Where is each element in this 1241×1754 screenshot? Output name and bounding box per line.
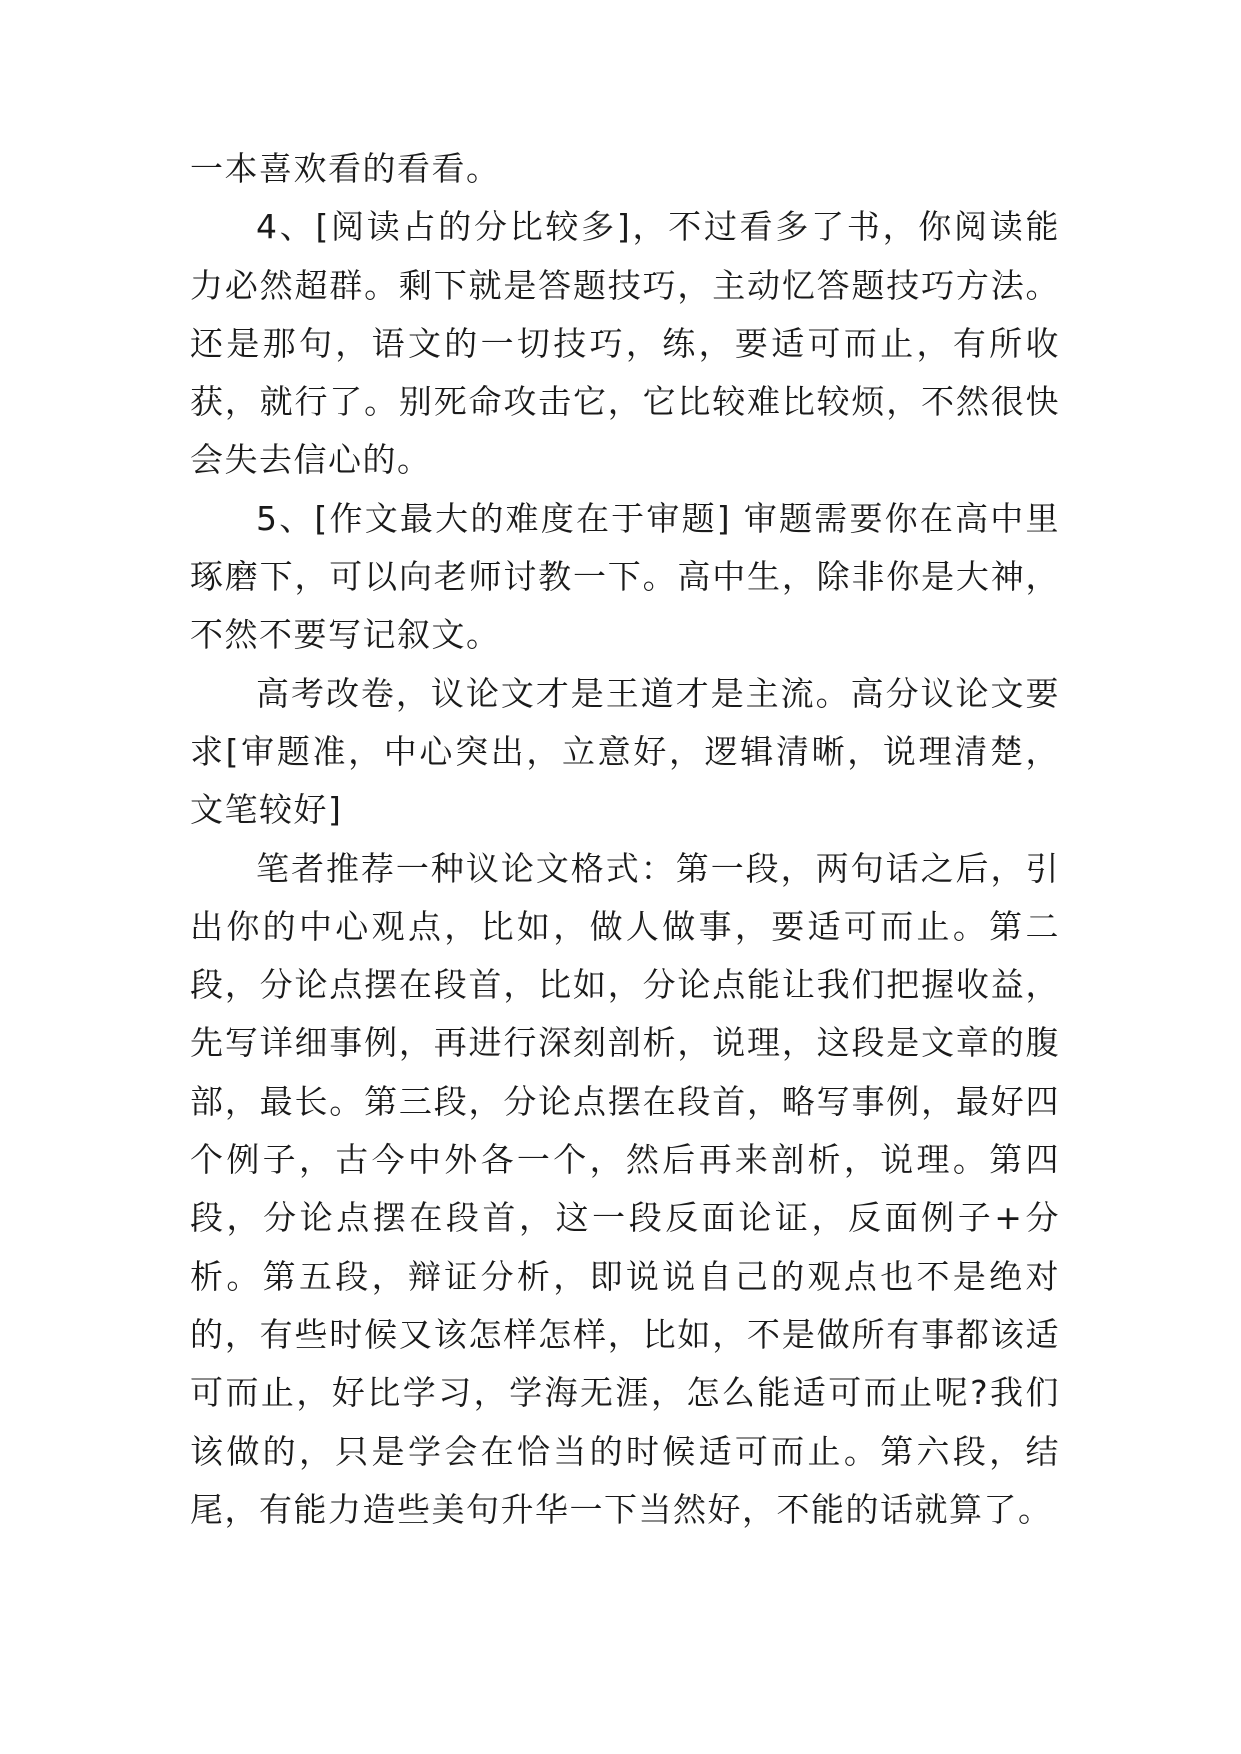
paragraph-reading-tips: 4、[阅读占的分比较多]，不过看多了书，你阅读能力必然超群。剩下就是答题技巧，主动忆答题技巧方法。还是那句，语文的一切技巧，练，要适可而止，有所收获，就行了。别死命攻击它，它比较难比较烦，不然很快会失去信心的。 (190, 207, 1060, 480)
document-page (190, 140, 1060, 1539)
paragraph-exam-grading: 高考改卷，议论文才是王道才是主流。高分议论文要求[审题准，中心突出，立意好，逻辑清晰，说理清楚，文笔较好] (190, 673, 1060, 830)
paragraph-essay-format: 笔者推荐一种议论文格式：第一段，两句话之后，引出你的中心观点，比如，做人做事，要适可而止。第二段，分论点摆在段首，比如，分论点能让我们把握收益，先写详细事例，再进行深刻剖析，说理，这段是文章的腹部，最长。第三段，分论点摆在段首，略写事例，最好四个例子，古今中外各一个，然后再来剖析，说理。第四段，分论点摆在段首，这一段反面论证，反面例子+分析。第五段，辩证分析，即说说自己的观点也不是绝对的，有些时候又该怎样怎样，比如，不是做所有事都该适可而止，好比学习，学海无涯，怎么能适可而止呢?我们该做的，只是学会在恰当的时候适可而止。第六段，结尾，有能力造些美句升华一下当然好，不能的话就算了。 (190, 848, 1060, 1529)
paragraph-essay-topic: 5、[作文最大的难度在于审题] 审题需要你在高中里琢磨下，可以向老师讨教一下。高中生，除非你是大神，不然不要写记叙文。 (190, 498, 1060, 655)
paragraph-continuation: 一本喜欢看的看看。 (190, 149, 501, 188)
